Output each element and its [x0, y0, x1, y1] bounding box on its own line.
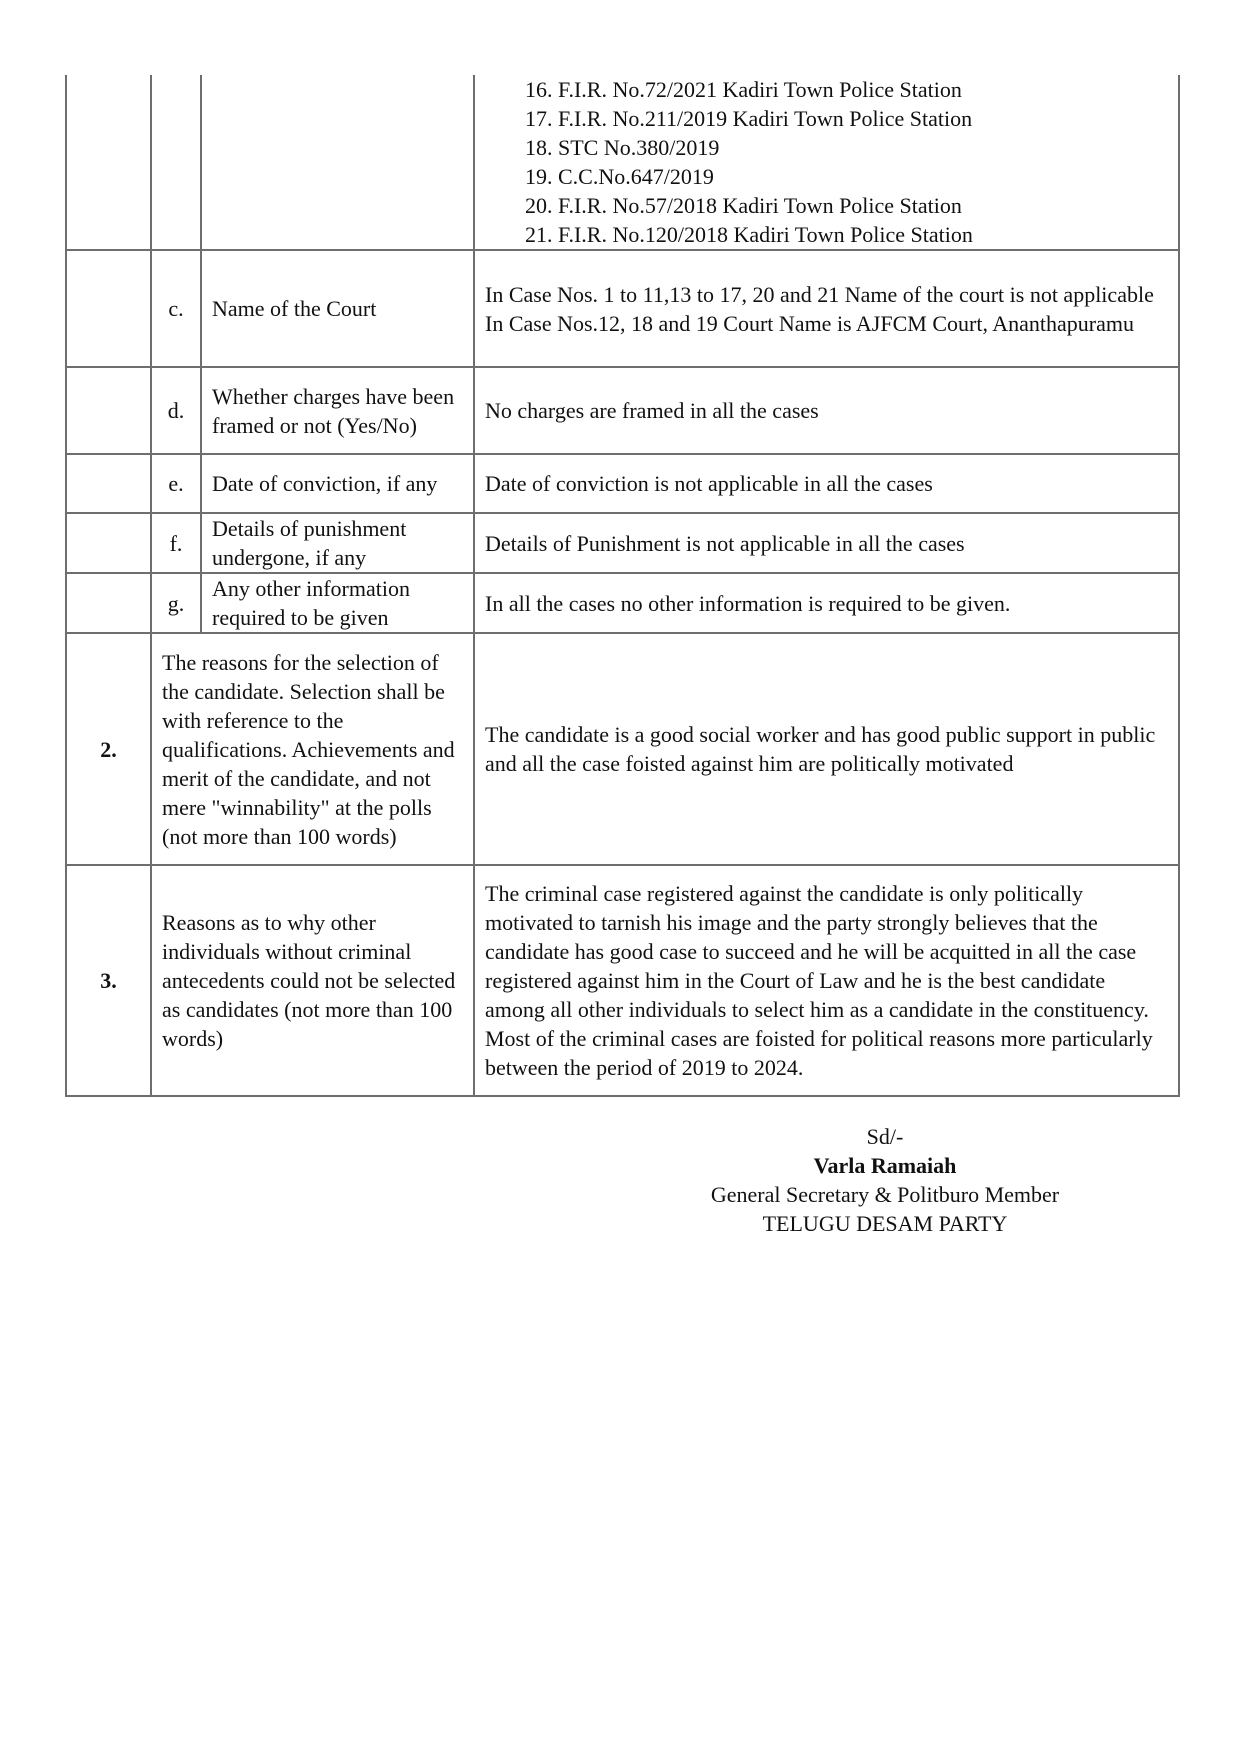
signatory-designation: General Secretary & Politburo Member: [710, 1182, 1060, 1207]
empty-cell: [66, 75, 151, 250]
row-date-of-conviction: [66, 454, 1179, 513]
row-letter: e.: [151, 454, 201, 513]
case-item: 19. C.C.No.647/2019: [525, 164, 714, 189]
row-label: Any other information required to be given: [201, 573, 474, 633]
row-label: Date of conviction, if any: [201, 454, 474, 513]
party-name: TELUGU DESAM PARTY: [762, 1211, 1008, 1236]
row-selection-reasons: [66, 633, 1179, 865]
row-label: Reasons as to why other individuals without criminal antecedents could not be selected as candidates (not more than 100 words): [151, 865, 474, 1096]
case-list: [485, 75, 1170, 249]
row-value: Date of conviction is not applicable in all the cases: [474, 454, 1179, 513]
signature-sd: Sd/-: [866, 1124, 904, 1149]
signature-block: [640, 1122, 1130, 1238]
row-charges-framed: [66, 367, 1179, 454]
empty-cell: [66, 250, 151, 367]
row-value: No charges are framed in all the cases: [474, 367, 1179, 454]
row-value: The candidate is a good social worker and has good public support in public and all the case foisted against him are politically motivated: [474, 633, 1179, 865]
case-list-row: [66, 75, 1179, 250]
case-list-cell: [474, 75, 1179, 250]
criminal-antecedents-table: [65, 75, 1180, 1097]
case-item: 17. F.I.R. No.211/2019 Kadiri Town Police Station: [525, 106, 973, 131]
row-value: [474, 250, 1179, 367]
row-label: Details of punishment undergone, if any: [201, 513, 474, 573]
empty-cell: [66, 513, 151, 573]
empty-cell: [201, 75, 474, 250]
row-letter: d.: [151, 367, 201, 454]
row-label: The reasons for the selection of the candidate. Selection shall be with reference to the qualifications. Achievements and merit of the candidate, and not mere "winnability" at the polls (not more than 100 words): [151, 633, 474, 865]
value-line: In Case Nos. 1 to 11,13 to 17, 20 and 21 Name of the court is not applicable: [485, 281, 1154, 307]
row-number: 2.: [66, 633, 151, 865]
value-line: In Case Nos.12, 18 and 19 Court Name is AJFCM Court, Ananthapuramu: [485, 310, 1134, 336]
row-label: Name of the Court: [201, 250, 474, 367]
case-item: 18. STC No.380/2019: [525, 135, 720, 160]
row-punishment: [66, 513, 1179, 573]
row-label: Whether charges have been framed or not (Yes/No): [201, 367, 474, 454]
empty-cell: [151, 75, 201, 250]
empty-cell: [66, 367, 151, 454]
row-value: In all the cases no other information is required to be given.: [474, 573, 1179, 633]
case-item: 16. F.I.R. No.72/2021 Kadiri Town Police Station: [525, 77, 962, 102]
case-item: 20. F.I.R. No.57/2018 Kadiri Town Police Station: [525, 193, 962, 218]
empty-cell: [66, 573, 151, 633]
row-number: 3.: [66, 865, 151, 1096]
row-other-information: [66, 573, 1179, 633]
row-value: The criminal case registered against the candidate is only politically motivated to tarnish his image and the party strongly believes that the candidate has good case to succeed and he will be acquitted in all the case registered against him in the Court of Law and he is the best candidate among all other individuals to select him as a candidate in the constituency. Most of the criminal cases are foisted for political reasons more particularly between the period of 2019 to 2024.: [474, 865, 1179, 1096]
row-letter: f.: [151, 513, 201, 573]
empty-cell: [66, 454, 151, 513]
row-other-individuals-reasons: [66, 865, 1179, 1096]
signatory-name: Varla Ramaiah: [813, 1153, 957, 1178]
row-name-of-court: [66, 250, 1179, 367]
row-value: Details of Punishment is not applicable in all the cases: [474, 513, 1179, 573]
row-letter: g.: [151, 573, 201, 633]
row-letter: c.: [151, 250, 201, 367]
case-item: 21. F.I.R. No.120/2018 Kadiri Town Police Station: [525, 222, 973, 247]
